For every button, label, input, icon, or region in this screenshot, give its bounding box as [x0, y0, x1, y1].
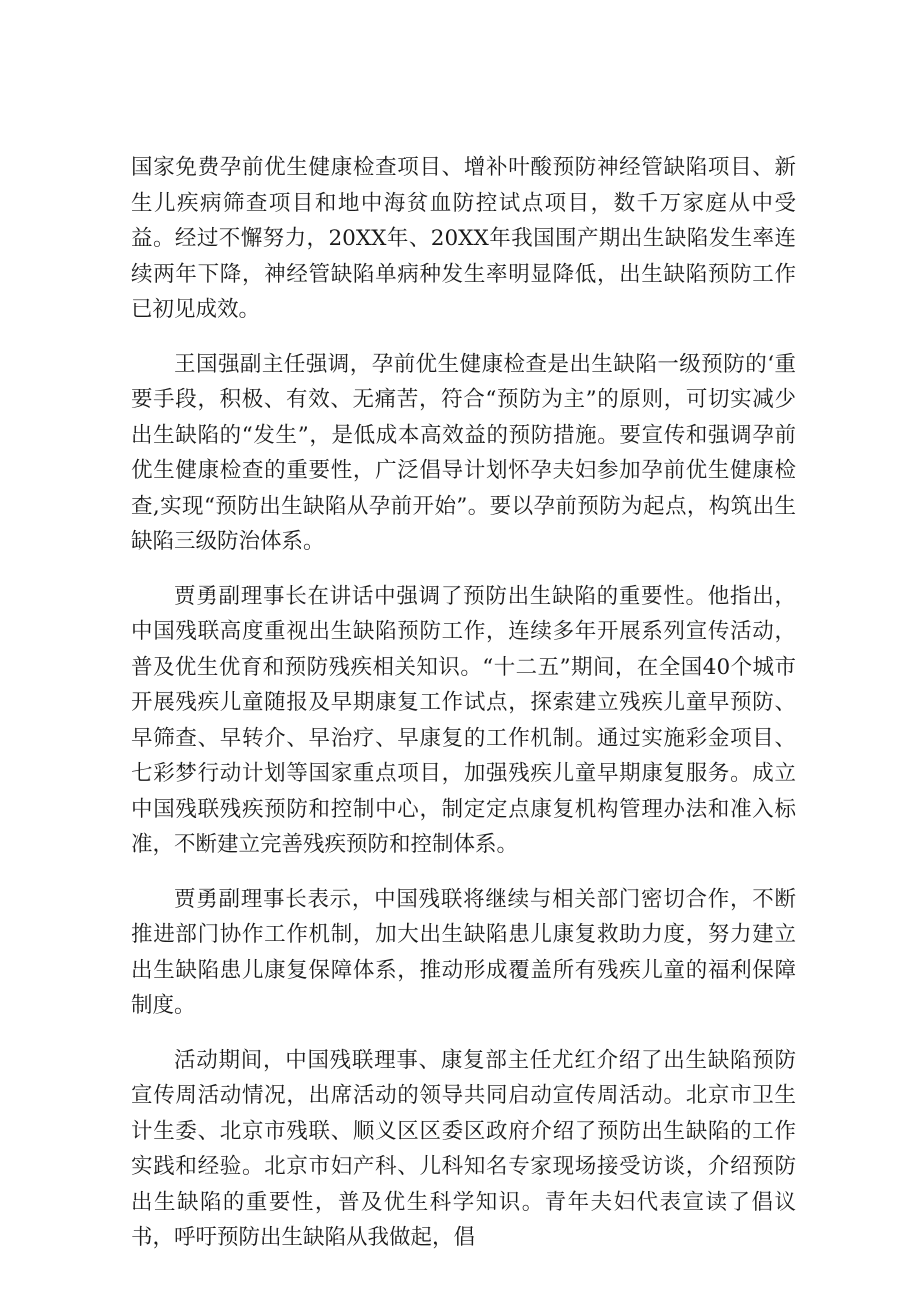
paragraph-1: 国家免费孕前优生健康检查项目、增补叶酸预防神经管缺陷项目、新生儿疾病筛查项目和地中海贫血防控试点项目，数千万家庭从中受益。经过不懈努力，20XX年、20XX年我国围产期出生缺陷发生率连续两年下降，神经管缺陷单病种发生率明显降低，出生缺陷预防工作已初见成效。	[131, 155, 796, 322]
paragraph-3: 贾勇副理事长在讲话中强调了预防出生缺陷的重要性。他指出，中国残联高度重视出生缺陷预防工作，连续多年开展系列宣传活动，普及优生优育和预防残疾相关知识。“十二五”期间，在全国40个城市开展残疾儿童随报及早期康复工作试点，探索建立残疾儿童早预防、早筛查、早转介、早治疗、早康复的工作机制。通过实施彩金项目、七彩梦行动计划等国家重点项目，加强残疾儿童早期康复服务。成立中国残联残疾预防和控制中心，制定定点康复机构管理办法和准入标准，不断建立完善残疾预防和控制体系。	[131, 583, 796, 857]
paragraph-2: 王国强副主任强调，孕前优生健康检查是出生缺陷一级预防的‘重要手段，积极、有效、无痛苦，符合“预防为主”的原则，可切实减少出生缺陷的“发生”，是低成本高效益的预防措施。要宣传和强调孕前优生健康检查的重要性，广泛倡导计划怀孕夫妇参加孕前优生健康检查,实现“预防出生缺陷从孕前开始”。要以孕前预防为起点，构筑出生缺陷三级防治体系。	[131, 351, 796, 554]
paragraph-5: 活动期间，中国残联理事、康复部主任尤红介绍了出生缺陷预防宣传周活动情况，出席活动的领导共同启动宣传周活动。北京市卫生计生委、北京市残联、顺义区区委区政府介绍了预防出生缺陷的工作实践和经验。北京市妇产科、儿科知名专家现场接受访谈，介绍预防出生缺陷的重要性，普及优生科学知识。青年夫妇代表宣读了倡议书，呼吁预防出生缺陷从我做起，倡	[131, 1047, 796, 1250]
document-body	[131, 150, 796, 1275]
paragraph-4: 贾勇副理事长表示，中国残联将继续与相关部门密切合作，不断推进部门协作工作机制，加大出生缺陷患儿康复救助力度，努力建立出生缺陷患儿康复保障体系，推动形成覆盖所有残疾儿童的福利保障制度。	[131, 886, 796, 1018]
